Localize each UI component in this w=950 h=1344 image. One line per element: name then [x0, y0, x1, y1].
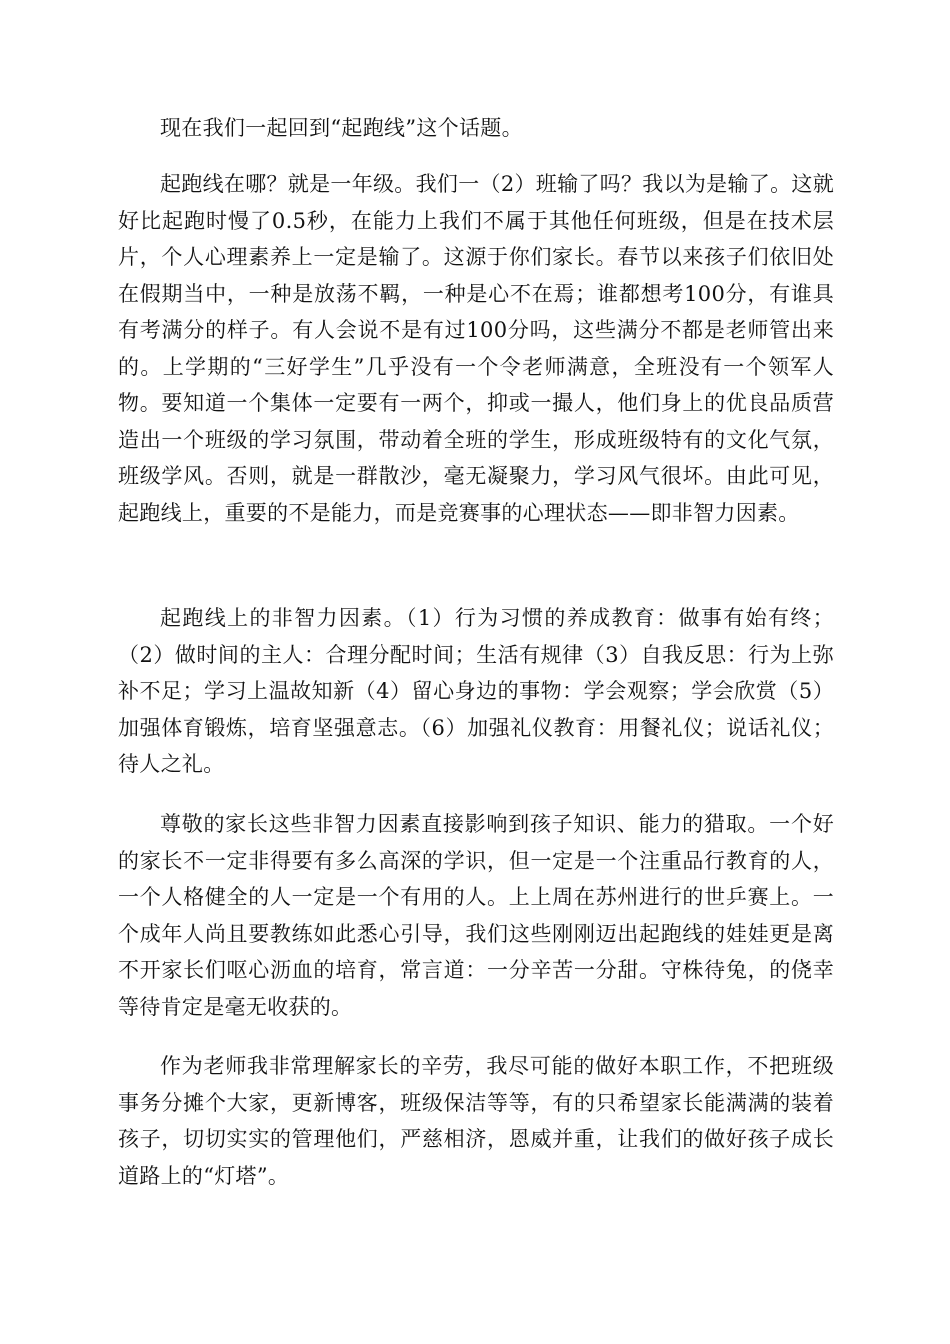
paragraph-starting-line: 起跑线在哪？就是一年级。我们一（2）班输了吗？我以为是输了。这就好比起跑时慢了0.5秒，在能力上我们不属于其他任何班级，但是在技术层片，个人心理素养上一定是输了。这源于你们家长。春节以来孩子们依旧处在假期当中，一种是放荡不羁，一种是心不在焉；谁都想考100分，有谁具有考满分的样子。有人会说不是有过100分吗，这些满分不都是老师管出来的。上学期的“三好学生”几乎没有一个令老师满意，全班没有一个领军人物。要知道一个集体一定要有一两个，抑或一撮人，他们身上的优良品质营造出一个班级的学习氛围，带动着全班的学生，形成班级特有的文化气氛，班级学风。否则，就是一群散沙，毫无凝聚力，学习风气很坏。由此可见，起跑线上，重要的不是能力，而是竞赛事的心理状态——即非智力因素。: [118, 172, 834, 525]
paragraph-teacher-role: 作为老师我非常理解家长的辛劳，我尽可能的做好本职工作，不把班级事务分摊个大家，更新博客，班级保洁等等，有的只希望家长能满满的装着孩子，切切实实的管理他们，严慈相济，恩威并重，让我们的做好孩子成长道路上的“灯塔”。: [118, 1054, 834, 1188]
paragraph-non-intellectual-factors: 起跑线上的非智力因素。（1）行为习惯的养成教育：做事有始有终；（2）做时间的主人：合理分配时间；生活有规律（3）自我反思：行为上弥补不足；学习上温故知新（4）留心身边的事物：学会观察；学会欣赏（5）加强体育锻炼，培育坚强意志。（6）加强礼仪教育：用餐礼仪；说话礼仪；待人之礼。: [118, 606, 834, 776]
paragraph-topic-intro: 现在我们一起回到“起跑线”这个话题。: [160, 116, 523, 140]
paragraph-parents-influence: 尊敬的家长这些非智力因素直接影响到孩子知识、能力的猎取。一个好的家长不一定非得要有多么高深的学识，但一定是一个注重品行教育的人，一个人格健全的人一定是一个有用的人。上上周在苏州进行的世乒赛上。一个成年人尚且要教练如此悉心引导，我们这些刚刚迈出起跑线的娃娃更是离不开家长们呕心沥血的培育，常言道：一分辛苦一分甜。守株待兔，的侥幸等待肯定是毫无收获的。: [118, 812, 834, 1019]
